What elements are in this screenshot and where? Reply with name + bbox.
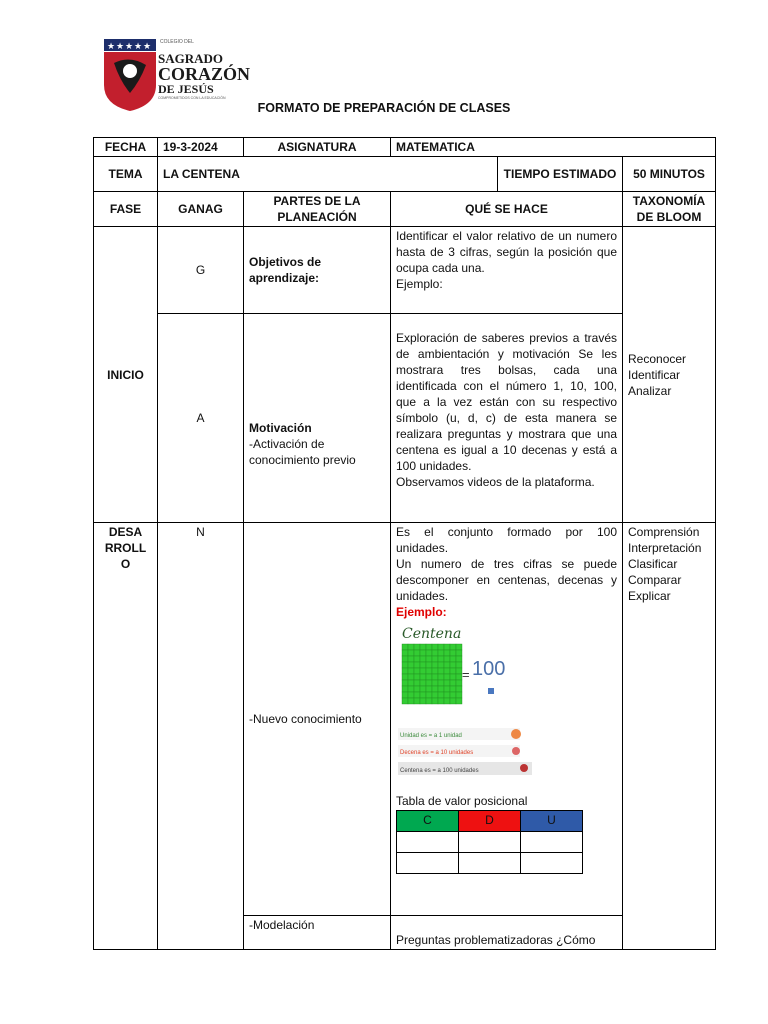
logo-top-text: COLEGIO DEL (160, 39, 194, 45)
centena-heading: Centena (402, 626, 462, 642)
grid-cell (450, 662, 456, 668)
grid-cell (438, 644, 444, 650)
col-partes: PARTES DE LA PLANEACIÓN (244, 192, 391, 227)
grid-cell (414, 686, 420, 692)
pv-header-d: D (459, 811, 521, 832)
grid-cell (426, 686, 432, 692)
grid-cell (414, 698, 420, 704)
grid-cell (432, 644, 438, 650)
grid-cell (444, 650, 450, 656)
grid-cell (456, 698, 462, 704)
grid-cell (432, 674, 438, 680)
grid-cell (402, 692, 408, 698)
grid-cell (408, 674, 414, 680)
pv-header-u: U (521, 811, 583, 832)
grid-cell (414, 656, 420, 662)
grid-cell (426, 644, 432, 650)
objetivos-text: Identificar el valor relativo de un numero hasta de 3 cifras, según la posición que ocupa cada una. (396, 229, 617, 275)
motivacion-text2: Observamos videos de la plataforma. (396, 475, 595, 489)
grid-cell (438, 680, 444, 686)
centena-illustration (396, 624, 536, 789)
motivacion-title: Motivación (249, 421, 312, 435)
grid-cell (426, 680, 432, 686)
taxonomia-des-3: Clasificar (628, 557, 678, 571)
fase-desarrollo: DESA RROLL O (94, 523, 158, 950)
grid-cell (456, 656, 462, 662)
ganag-n: N (158, 523, 244, 950)
grid-cell (432, 692, 438, 698)
grid-cell (408, 668, 414, 674)
equals-sign: = (462, 667, 470, 682)
tiempo-label: TIEMPO ESTIMADO (498, 157, 623, 192)
grid-cell (444, 656, 450, 662)
grid-cell (402, 698, 408, 704)
grid-cell (420, 686, 426, 692)
grid-cell (444, 674, 450, 680)
logo-tagline: COMPROMETIDOS CON LA EDUCACIÓN (158, 96, 226, 100)
svg-text:★: ★ (116, 42, 125, 52)
grid-cell (450, 698, 456, 704)
grid-cell (438, 650, 444, 656)
grid-cell (432, 680, 438, 686)
grid-cell (408, 650, 414, 656)
modelacion-text: Preguntas problematizadoras ¿Cómo (391, 916, 623, 950)
grid-cell (420, 680, 426, 686)
grid-cell (408, 644, 414, 650)
grid-cell (414, 674, 420, 680)
grid-cell (450, 674, 456, 680)
col-fase: FASE (94, 192, 158, 227)
grid-cell (402, 674, 408, 680)
nuevo-text2: Un numero de tres cifras se puede descomponer en centenas, decenas y unidades. (396, 557, 617, 603)
grid-cell (402, 662, 408, 668)
grid-cell (432, 686, 438, 692)
grid-cell (414, 650, 420, 656)
document-title: FORMATO DE PREPARACIÓN DE CLASES (257, 101, 511, 115)
grid-cell (420, 668, 426, 674)
pv-cell (521, 853, 583, 874)
grid-cell (426, 674, 432, 680)
col-ganag: GANAG (158, 192, 244, 227)
grid-cell (450, 644, 456, 650)
grid-cell (432, 662, 438, 668)
grid-cell (426, 692, 432, 698)
centena-number: 100 (472, 658, 506, 680)
tema-value: LA CENTENA (158, 157, 498, 192)
nuevo-conocimiento-cell (391, 523, 623, 916)
grid-cell (456, 686, 462, 692)
grid-cell (450, 686, 456, 692)
svg-text:★: ★ (134, 42, 143, 52)
grid-cell (420, 674, 426, 680)
centena-grid (402, 644, 462, 704)
ganag-g: G (158, 227, 244, 314)
parte-motivacion (244, 314, 391, 523)
grid-cell (420, 698, 426, 704)
grid-cell (426, 656, 432, 662)
grid-cell (402, 656, 408, 662)
taxonomia-des-5: Explicar (628, 589, 671, 603)
motivacion-cell (391, 314, 623, 523)
grid-cell (402, 668, 408, 674)
taxonomia-des-2: Interpretación (628, 541, 702, 555)
grid-cell (414, 680, 420, 686)
grid-cell (426, 662, 432, 668)
grid-cell (432, 668, 438, 674)
taxonomia-inicio-1: Reconocer (628, 351, 687, 366)
parte-objetivos: Objetivos de aprendizaje: (244, 227, 391, 314)
fase-inicio: INICIO (94, 227, 158, 523)
legend-decena: Decena es = a 10 unidades (400, 750, 474, 756)
grid-cell (432, 656, 438, 662)
grid-cell (414, 692, 420, 698)
ball-icon (511, 729, 521, 739)
pv-cell (459, 853, 521, 874)
pv-cell (397, 853, 459, 874)
grid-cell (438, 686, 444, 692)
svg-text:★: ★ (125, 42, 134, 52)
grid-cell (444, 680, 450, 686)
grid-cell (438, 692, 444, 698)
grid-cell (456, 650, 462, 656)
grid-cell (402, 650, 408, 656)
logo-line2: CORAZÓN (158, 64, 251, 84)
grid-cell (450, 680, 456, 686)
grid-cell (438, 698, 444, 704)
grid-cell (402, 644, 408, 650)
motivacion-sub: -Activación de conocimiento previo (249, 437, 356, 467)
grid-cell (432, 698, 438, 704)
legend-centena: Centena es = a 100 unidades (400, 768, 479, 774)
grid-cell (414, 644, 420, 650)
grid-cell (420, 644, 426, 650)
grid-cell (408, 686, 414, 692)
col-que-se-hace: QUÉ SE HACE (391, 192, 623, 227)
grid-cell (414, 662, 420, 668)
grid-cell (444, 662, 450, 668)
asignatura-label: ASIGNATURA (244, 138, 391, 157)
parte-modelacion: -Modelación (244, 916, 391, 950)
lesson-plan-table (93, 137, 716, 950)
decena-icon (512, 747, 520, 755)
tiempo-value: 50 MINUTOS (623, 157, 716, 192)
svg-text:★: ★ (107, 42, 116, 52)
legend-unidad: Unidad es = a 1 unidad (400, 733, 462, 739)
pv-header-c: C (397, 811, 459, 832)
grid-cell (450, 656, 456, 662)
grid-cell (432, 650, 438, 656)
tabla-titulo: Tabla de valor posicional (396, 794, 528, 808)
ganag-a: A (158, 314, 244, 523)
grid-cell (408, 656, 414, 662)
centena-icon (520, 764, 528, 772)
grid-cell (444, 698, 450, 704)
pv-cell (397, 832, 459, 853)
grid-cell (402, 680, 408, 686)
svg-text:★: ★ (143, 42, 152, 52)
pv-cell (459, 832, 521, 853)
objetivos-ejemplo: Ejemplo: (396, 277, 443, 291)
grid-cell (450, 650, 456, 656)
grid-cell (450, 692, 456, 698)
grid-cell (414, 668, 420, 674)
grid-cell (444, 668, 450, 674)
grid-cell (408, 680, 414, 686)
tema-label: TEMA (94, 157, 158, 192)
grid-cell (456, 644, 462, 650)
nuevo-text1: Es el conjunto formado por 100 unidades. (396, 525, 617, 555)
parte-nuevo-conocimiento: -Nuevo conocimiento (244, 523, 391, 916)
col-taxonomia: TAXONOMÍA DE BLOOM (623, 192, 716, 227)
grid-cell (450, 668, 456, 674)
grid-cell (456, 692, 462, 698)
taxonomia-inicio (623, 227, 716, 523)
grid-cell (426, 650, 432, 656)
grid-cell (438, 668, 444, 674)
grid-cell (426, 668, 432, 674)
taxonomia-des-4: Comparar (628, 573, 682, 587)
grid-cell (408, 662, 414, 668)
pv-cell (521, 832, 583, 853)
logo-line1: SAGRADO (158, 51, 224, 66)
unit-square (488, 688, 494, 694)
grid-cell (426, 698, 432, 704)
grid-cell (444, 692, 450, 698)
asignatura-value: MATEMATICA (391, 138, 716, 157)
motivacion-text: Exploración de saberes previos a través de ambientación y motivación Se les mostrara tres bolsas, cada una identificada con el número 1, 10, 100, que a la vez están con su respectivo símbolo (u, d, c) de esta manera se realizara preguntas y mostrara que una centena es igual a 10 decenas y está a 100 unidades. (396, 331, 617, 473)
fecha-value: 19-3-2024 (158, 138, 244, 157)
taxonomia-inicio-3: Analizar (628, 383, 672, 398)
taxonomia-inicio-2: Identificar (628, 367, 681, 382)
objetivos-cell (391, 227, 623, 314)
grid-cell (420, 650, 426, 656)
taxonomia-des-1: Comprensión (628, 525, 700, 539)
grid-cell (408, 698, 414, 704)
grid-cell (402, 686, 408, 692)
grid-cell (438, 674, 444, 680)
grid-cell (420, 656, 426, 662)
grid-cell (444, 644, 450, 650)
grid-cell (420, 662, 426, 668)
grid-cell (438, 662, 444, 668)
grid-cell (420, 692, 426, 698)
place-value-table (396, 810, 583, 874)
grid-cell (444, 686, 450, 692)
fecha-label: FECHA (94, 138, 158, 157)
logo-line3: DE JESÚS (158, 82, 214, 96)
nuevo-ejemplo: Ejemplo: (396, 605, 447, 619)
grid-cell (438, 656, 444, 662)
taxonomia-desarrollo (623, 523, 716, 950)
grid-cell (408, 692, 414, 698)
